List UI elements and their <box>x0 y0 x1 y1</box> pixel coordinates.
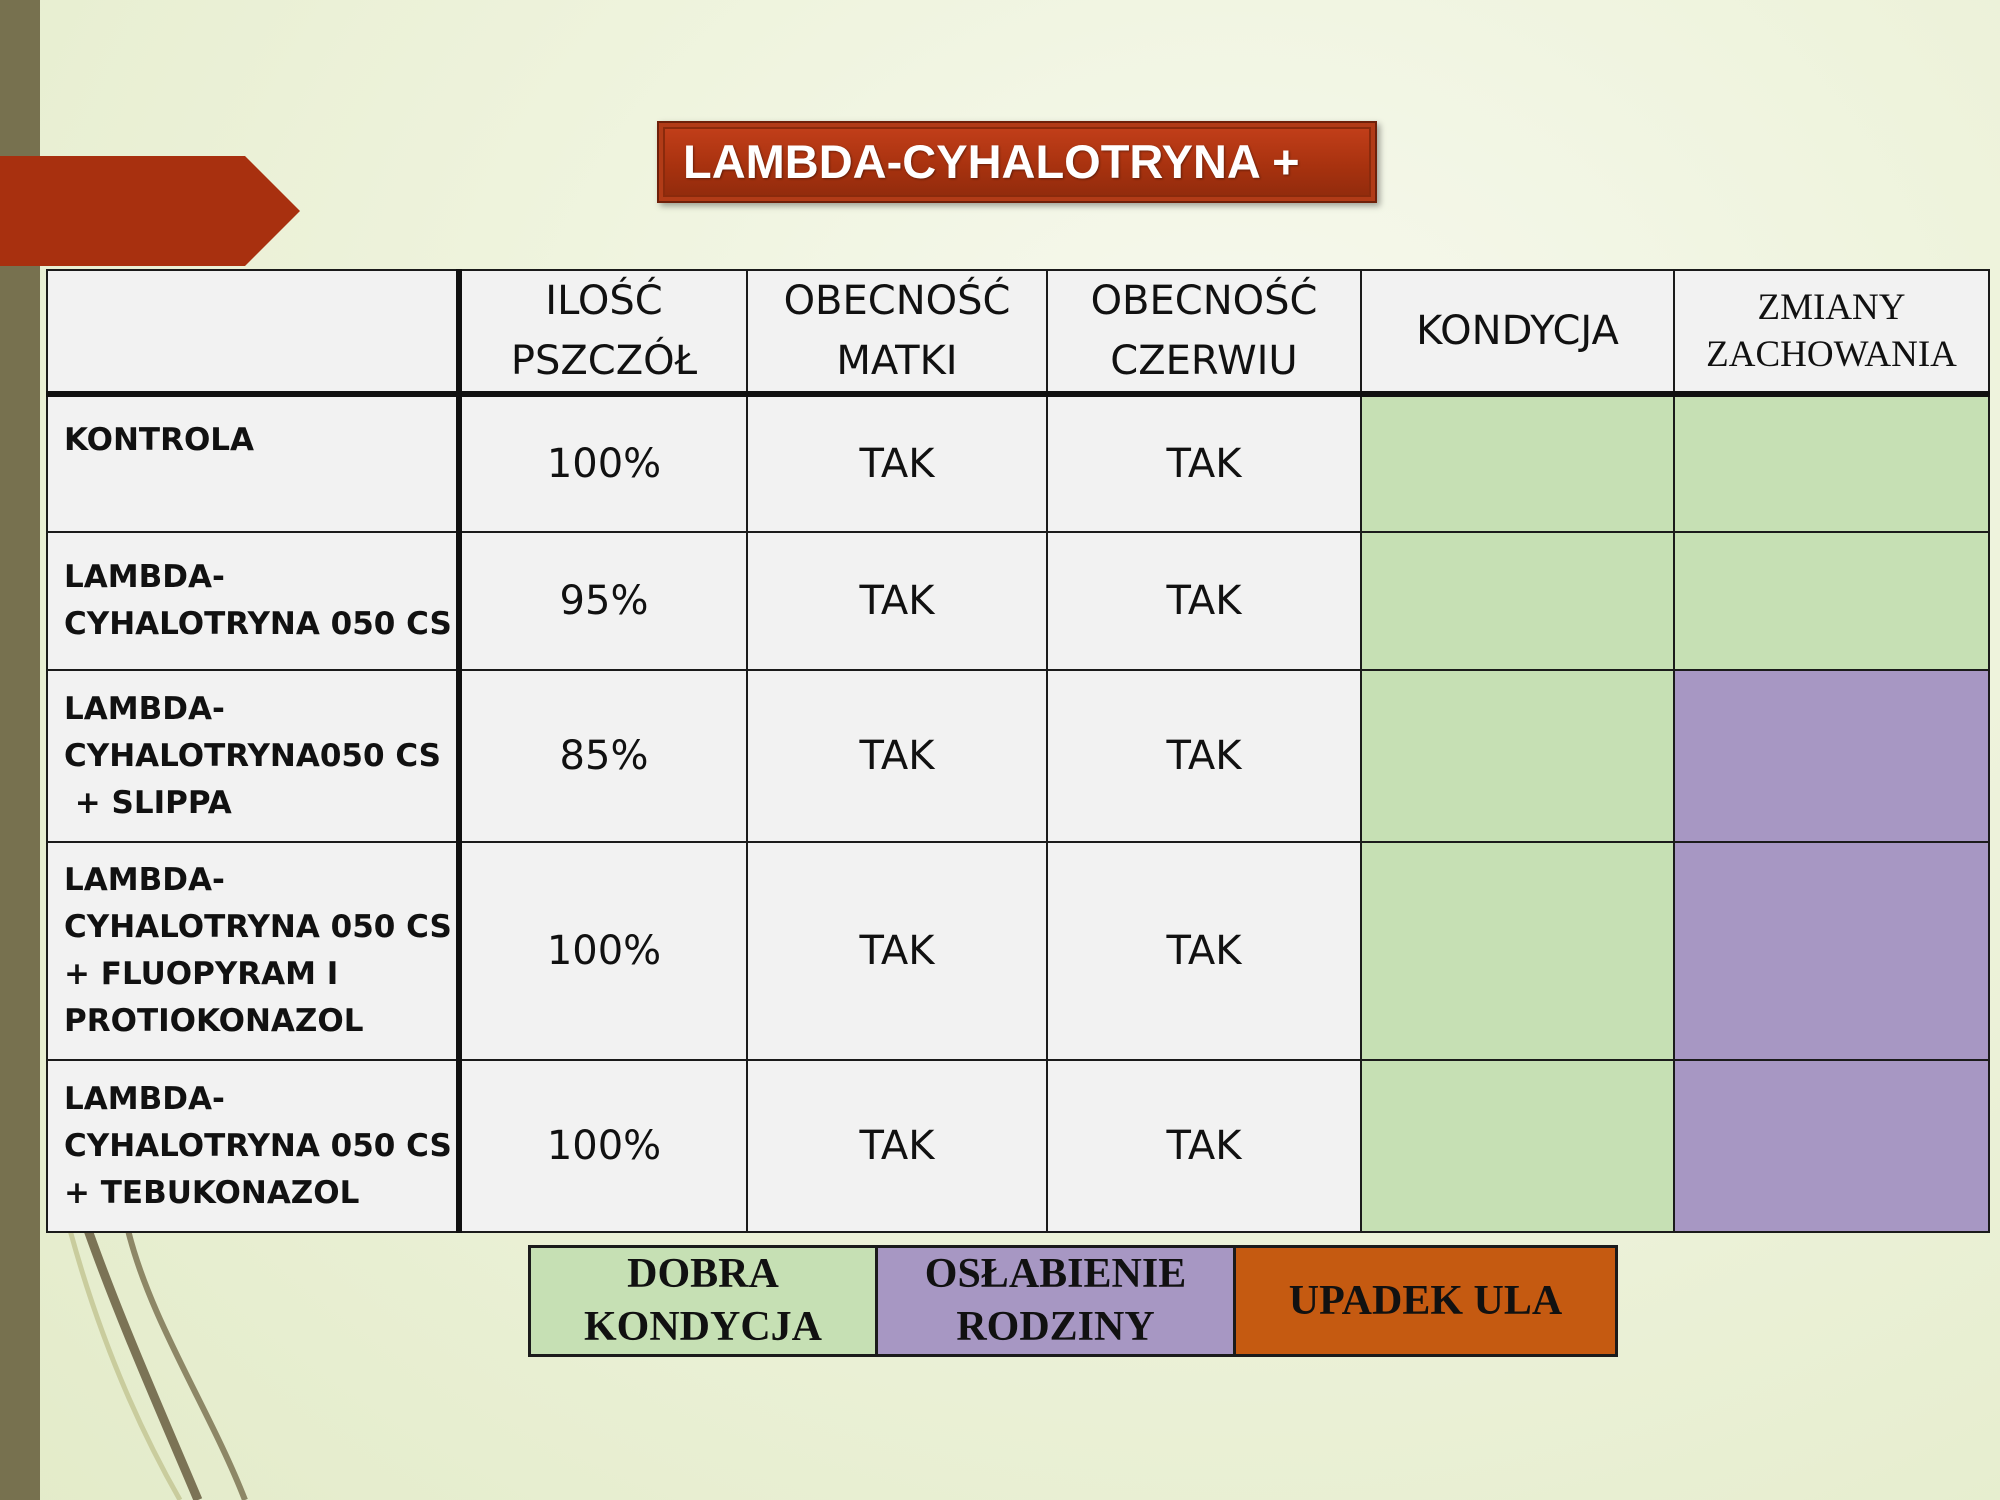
condition-status-cell <box>1361 532 1674 670</box>
legend-text: OSŁABIENIE <box>924 1251 1187 1297</box>
legend-weakened-colony <box>877 1247 1235 1356</box>
brood-cell: TAK <box>1047 532 1361 670</box>
slide-title: LAMBDA-CYHALOTRYNA + <box>657 121 1377 203</box>
row-name-line: + FLUOPYRAM I <box>64 956 339 992</box>
row-name-line: CYHALOTRYNA 050 CS <box>64 909 452 945</box>
legend-text: KONDYCJA <box>584 1304 822 1350</box>
header-text: PSZCZÓŁ <box>510 338 698 384</box>
table-row <box>47 394 1989 532</box>
row-name-line: LAMBDA- <box>64 690 225 727</box>
brood-cell: TAK <box>1047 670 1361 842</box>
header-corner-cell <box>47 270 459 394</box>
behavior-status-cell <box>1674 670 1989 842</box>
row-name-cell <box>47 670 459 842</box>
row-name-line: + SLIPPA <box>64 784 232 821</box>
header-brood-presence <box>1047 270 1361 394</box>
header-text: OBECNOŚĆ <box>1090 278 1318 324</box>
row-name-line: CYHALOTRYNA 050 CS <box>64 1127 452 1164</box>
row-name-cell <box>47 532 459 670</box>
condition-status-cell <box>1361 1060 1674 1232</box>
queen-cell: TAK <box>747 394 1047 532</box>
bee-count-cell: 100% <box>459 1060 747 1232</box>
behavior-status-cell <box>1674 842 1989 1060</box>
legend-text: RODZINY <box>956 1304 1155 1350</box>
row-name-cell <box>47 842 459 1060</box>
bee-count-cell: 95% <box>459 532 747 670</box>
queen-cell: TAK <box>747 1060 1047 1232</box>
header-text: ZMIANY <box>1757 287 1906 328</box>
bee-count-cell: 85% <box>459 670 747 842</box>
row-name-cell <box>47 394 459 532</box>
row-name-line: KONTROLA <box>64 422 255 458</box>
queen-cell: TAK <box>747 670 1047 842</box>
header-text: OBECNOŚĆ <box>783 278 1011 324</box>
condition-status-cell <box>1361 842 1674 1060</box>
legend-good-condition <box>530 1247 877 1356</box>
queen-cell: TAK <box>747 842 1047 1060</box>
row-name-line: LAMBDA- <box>64 862 225 898</box>
table-row <box>47 1060 1989 1232</box>
header-behavior-changes <box>1674 270 1989 394</box>
row-name-line: LAMBDA- <box>64 559 225 595</box>
behavior-status-cell <box>1674 1060 1989 1232</box>
bee-count-cell: 100% <box>459 842 747 1060</box>
row-name-line: LAMBDA- <box>64 1080 225 1117</box>
row-name-line: CYHALOTRYNA050 CS <box>64 737 441 774</box>
legend-text: DOBRA <box>627 1251 779 1297</box>
behavior-status-cell <box>1674 532 1989 670</box>
bee-count-cell: 100% <box>459 394 747 532</box>
legend-text: UPADEK ULA <box>1288 1277 1563 1324</box>
color-legend <box>528 1245 1618 1357</box>
table-row <box>47 532 1989 670</box>
header-bee-count <box>459 270 747 394</box>
header-queen-presence <box>747 270 1047 394</box>
behavior-status-cell <box>1674 394 1989 532</box>
grass-stems-decoration <box>40 1230 280 1500</box>
legend-hive-collapse <box>1235 1247 1617 1356</box>
brood-cell: TAK <box>1047 842 1361 1060</box>
row-name-line: CYHALOTRYNA 050 CS <box>64 606 452 642</box>
header-condition <box>1361 270 1674 394</box>
header-text: KONDYCJA <box>1416 308 1619 354</box>
row-name-cell <box>47 1060 459 1232</box>
header-text: ZACHOWANIA <box>1706 334 1957 375</box>
queen-cell: TAK <box>747 532 1047 670</box>
header-text: CZERWIU <box>1110 338 1298 384</box>
arrow-tab-decoration <box>0 156 300 266</box>
brood-cell: TAK <box>1047 394 1361 532</box>
condition-status-cell <box>1361 670 1674 842</box>
header-row <box>47 270 1989 394</box>
header-text: MATKI <box>836 338 958 384</box>
row-name-line: + TEBUKONAZOL <box>64 1174 360 1211</box>
table-row <box>47 670 1989 842</box>
table-row <box>47 842 1989 1060</box>
brood-cell: TAK <box>1047 1060 1361 1232</box>
condition-status-cell <box>1361 394 1674 532</box>
row-name-line: PROTIOKONAZOL <box>64 1003 364 1039</box>
header-text: ILOŚĆ <box>545 278 663 324</box>
results-table <box>46 269 1990 1233</box>
